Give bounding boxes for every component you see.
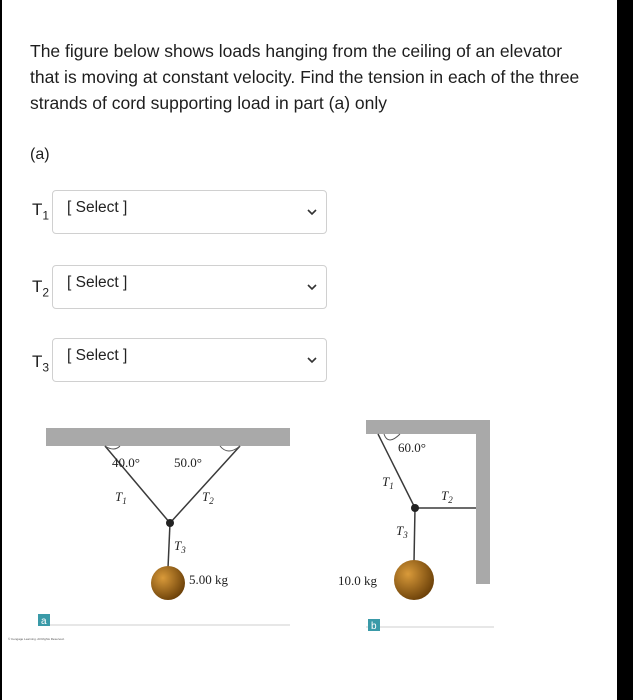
credit-text: © Cengage Learning. All Rights Reserved. xyxy=(8,637,65,641)
figure-a xyxy=(8,428,290,641)
tag-a-label: a xyxy=(41,616,47,627)
cord-t3-b xyxy=(414,508,415,562)
t2-select-value: [ Select ] xyxy=(67,274,128,291)
question-card xyxy=(2,0,617,700)
knot-a xyxy=(166,519,174,527)
mass-label-a: 5.00 kg xyxy=(189,572,228,587)
t1-label: $T_1$ xyxy=(32,200,50,223)
t1-label-a: $T_1$ xyxy=(115,489,127,506)
figure-b xyxy=(338,420,494,632)
t3-select-value: [ Select ] xyxy=(67,347,128,364)
part-label: (a) xyxy=(30,146,50,163)
cord-t3-a xyxy=(168,523,170,568)
physics-figure xyxy=(2,0,617,700)
t3-label-a: $T_3$ xyxy=(174,538,186,555)
wall-b xyxy=(476,420,490,584)
mass-ball-a xyxy=(151,566,185,600)
angle-label-left-a: 40.0° xyxy=(112,455,140,470)
ceiling-b xyxy=(366,420,476,434)
angle-label-b: 60.0° xyxy=(398,440,426,455)
t1-label-b: $T_1$ xyxy=(382,474,394,491)
t1-select-value: [ Select ] xyxy=(67,199,128,216)
angle-label-right-a: 50.0° xyxy=(174,455,202,470)
mass-label-b: 10.0 kg xyxy=(338,573,377,588)
t3-label: $T_3$ xyxy=(32,352,50,375)
tag-b-label: b xyxy=(371,621,377,632)
knot-b xyxy=(411,504,419,512)
t2-label: $T_2$ xyxy=(32,277,50,300)
question-text: The figure below shows loads hanging from the ceiling of an elevator that is moving at constant velocity. Find the tension in each of the three strands of cord supporting load in part (a) only xyxy=(30,41,580,113)
ceiling-a xyxy=(46,428,290,446)
t3-label-b: $T_3$ xyxy=(396,523,408,540)
t2-label-b: $T_2$ xyxy=(441,488,453,505)
mass-ball-b xyxy=(394,560,434,600)
t2-label-a: $T_2$ xyxy=(202,489,214,506)
